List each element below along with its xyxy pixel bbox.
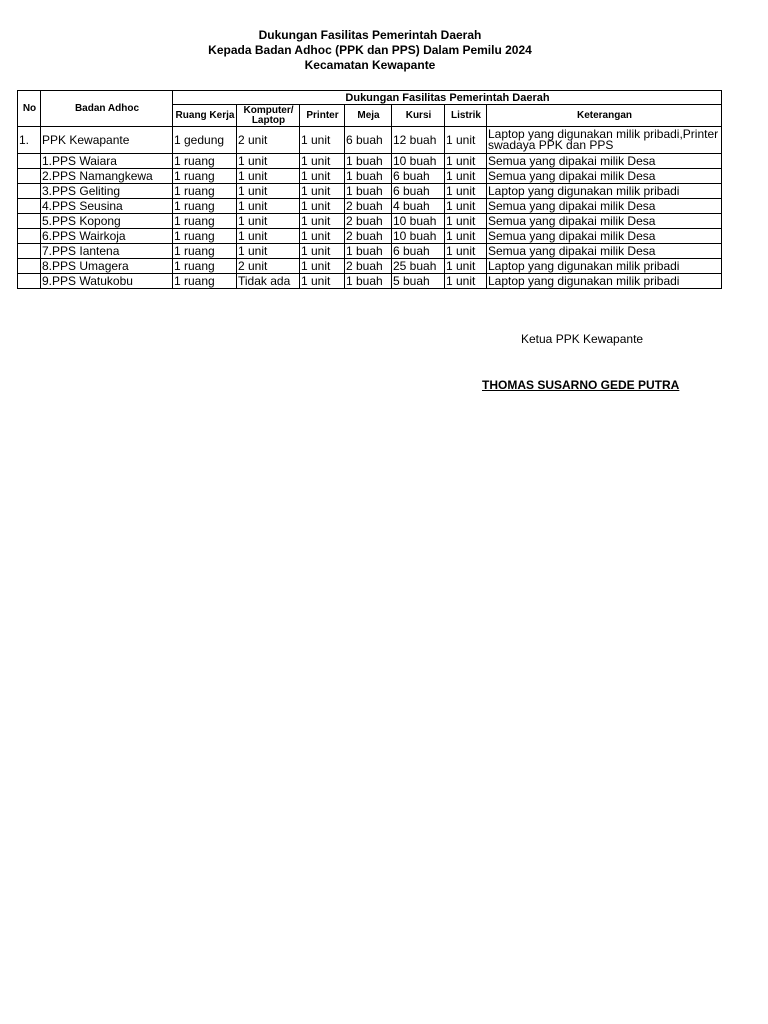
cell-meja: 2 buah bbox=[345, 229, 392, 244]
cell-kursi: 6 buah bbox=[392, 184, 445, 199]
cell-no bbox=[18, 199, 41, 214]
cell-meja: 2 buah bbox=[345, 199, 392, 214]
header-komputer-line2: Laptop bbox=[251, 114, 286, 126]
cell-keterangan: Laptop yang digunakan milik pribadi bbox=[487, 184, 722, 199]
cell-listrik: 1 unit bbox=[445, 184, 487, 199]
header-printer: Printer bbox=[300, 105, 345, 127]
header-keterangan: Keterangan bbox=[487, 105, 722, 127]
header-ruang-kerja: Ruang Kerja bbox=[173, 105, 237, 127]
cell-badan: 5.PPS Kopong bbox=[41, 214, 173, 229]
cell-meja: 1 buah bbox=[345, 154, 392, 169]
cell-ruang: 1 ruang bbox=[173, 244, 237, 259]
cell-kursi: 6 buah bbox=[392, 244, 445, 259]
cell-keterangan: Laptop yang digunakan milik pribadi bbox=[487, 274, 722, 289]
cell-badan: 2.PPS Namangkewa bbox=[41, 169, 173, 184]
cell-ruang: 1 ruang bbox=[173, 169, 237, 184]
table-row bbox=[18, 244, 722, 259]
cell-kursi: 12 buah bbox=[392, 127, 445, 154]
cell-keterangan: Laptop yang digunakan milik pribadi bbox=[487, 259, 722, 274]
cell-meja: 1 buah bbox=[345, 244, 392, 259]
cell-listrik: 1 unit bbox=[445, 259, 487, 274]
cell-badan: 8.PPS Umagera bbox=[41, 259, 173, 274]
cell-printer: 1 unit bbox=[300, 199, 345, 214]
cell-komputer: 1 unit bbox=[237, 214, 300, 229]
cell-badan: 6.PPS Wairkoja bbox=[41, 229, 173, 244]
cell-komputer: 1 unit bbox=[237, 169, 300, 184]
cell-badan: 9.PPS Watukobu bbox=[41, 274, 173, 289]
cell-kursi: 25 buah bbox=[392, 259, 445, 274]
facilities-table bbox=[17, 90, 722, 289]
cell-printer: 1 unit bbox=[300, 274, 345, 289]
header-komputer bbox=[237, 105, 300, 127]
header-komputer-line1: Komputer/ bbox=[243, 104, 294, 116]
cell-keterangan: Laptop yang digunakan milik pribadi,Printer swadaya PPK dan PPS bbox=[487, 127, 722, 154]
title-line-2: Kepada Badan Adhoc (PPK dan PPS) Dalam Pemilu 2024 bbox=[208, 43, 532, 57]
cell-listrik: 1 unit bbox=[445, 244, 487, 259]
header-kursi: Kursi bbox=[392, 105, 445, 127]
cell-badan: PPK Kewapante bbox=[41, 127, 173, 154]
cell-badan: 3.PPS Geliting bbox=[41, 184, 173, 199]
table-row bbox=[18, 229, 722, 244]
cell-ruang: 1 ruang bbox=[173, 184, 237, 199]
cell-listrik: 1 unit bbox=[445, 127, 487, 154]
cell-listrik: 1 unit bbox=[445, 214, 487, 229]
cell-no bbox=[18, 259, 41, 274]
cell-keterangan: Semua yang dipakai milik Desa bbox=[487, 229, 722, 244]
cell-no: 1. bbox=[18, 127, 41, 154]
cell-listrik: 1 unit bbox=[445, 199, 487, 214]
table-row bbox=[18, 199, 722, 214]
header-meja: Meja bbox=[345, 105, 392, 127]
header-badan-adhoc: Badan Adhoc bbox=[41, 91, 173, 127]
cell-ruang: 1 ruang bbox=[173, 274, 237, 289]
cell-listrik: 1 unit bbox=[445, 229, 487, 244]
cell-komputer: 1 unit bbox=[237, 184, 300, 199]
cell-komputer: 1 unit bbox=[237, 244, 300, 259]
cell-komputer: 1 unit bbox=[237, 229, 300, 244]
cell-kursi: 4 buah bbox=[392, 199, 445, 214]
title-line-1: Dukungan Fasilitas Pemerintah Daerah bbox=[258, 28, 482, 42]
cell-printer: 1 unit bbox=[300, 184, 345, 199]
cell-no bbox=[18, 214, 41, 229]
cell-printer: 1 unit bbox=[300, 259, 345, 274]
signature-name: THOMAS SUSARNO GEDE PUTRA bbox=[482, 378, 680, 392]
cell-printer: 1 unit bbox=[300, 169, 345, 184]
cell-printer: 1 unit bbox=[300, 229, 345, 244]
cell-komputer: 2 unit bbox=[237, 127, 300, 154]
cell-no bbox=[18, 154, 41, 169]
cell-meja: 1 buah bbox=[345, 169, 392, 184]
signature-role: Ketua PPK Kewapante bbox=[521, 332, 644, 346]
cell-komputer: 1 unit bbox=[237, 154, 300, 169]
header-no: No bbox=[18, 91, 41, 127]
cell-ruang: 1 ruang bbox=[173, 154, 237, 169]
cell-keterangan: Semua yang dipakai milik Desa bbox=[487, 199, 722, 214]
cell-printer: 1 unit bbox=[300, 127, 345, 154]
cell-komputer: 1 unit bbox=[237, 199, 300, 214]
cell-ruang: 1 ruang bbox=[173, 259, 237, 274]
cell-meja: 2 buah bbox=[345, 259, 392, 274]
cell-listrik: 1 unit bbox=[445, 154, 487, 169]
table-row bbox=[18, 184, 722, 199]
cell-kursi: 10 buah bbox=[392, 229, 445, 244]
header-listrik: Listrik bbox=[445, 105, 487, 127]
cell-badan: 1.PPS Waiara bbox=[41, 154, 173, 169]
cell-meja: 1 buah bbox=[345, 274, 392, 289]
table-row bbox=[18, 259, 722, 274]
cell-kursi: 10 buah bbox=[392, 214, 445, 229]
cell-badan: 4.PPS Seusina bbox=[41, 199, 173, 214]
cell-meja: 1 buah bbox=[345, 184, 392, 199]
cell-listrik: 1 unit bbox=[445, 274, 487, 289]
header-group: Dukungan Fasilitas Pemerintah Daerah bbox=[173, 91, 722, 105]
cell-printer: 1 unit bbox=[300, 244, 345, 259]
title-line-3: Kecamatan Kewapante bbox=[304, 58, 436, 72]
cell-listrik: 1 unit bbox=[445, 169, 487, 184]
table-body bbox=[18, 127, 722, 289]
cell-ruang: 1 ruang bbox=[173, 229, 237, 244]
cell-komputer: 2 unit bbox=[237, 259, 300, 274]
cell-no bbox=[18, 274, 41, 289]
cell-komputer: Tidak ada bbox=[237, 274, 300, 289]
cell-printer: 1 unit bbox=[300, 214, 345, 229]
cell-no bbox=[18, 169, 41, 184]
table-row bbox=[18, 274, 722, 289]
cell-meja: 6 buah bbox=[345, 127, 392, 154]
table-row bbox=[18, 214, 722, 229]
cell-meja: 2 buah bbox=[345, 214, 392, 229]
cell-ruang: 1 gedung bbox=[173, 127, 237, 154]
cell-keterangan: Semua yang dipakai milik Desa bbox=[487, 154, 722, 169]
table-row bbox=[18, 154, 722, 169]
cell-kursi: 10 buah bbox=[392, 154, 445, 169]
cell-ruang: 1 ruang bbox=[173, 199, 237, 214]
cell-no bbox=[18, 229, 41, 244]
document-title bbox=[0, 28, 740, 73]
cell-kursi: 5 buah bbox=[392, 274, 445, 289]
cell-badan: 7.PPS Iantena bbox=[41, 244, 173, 259]
table-row bbox=[18, 127, 722, 154]
cell-kursi: 6 buah bbox=[392, 169, 445, 184]
cell-keterangan: Semua yang dipakai milik Desa bbox=[487, 244, 722, 259]
table-row bbox=[18, 169, 722, 184]
cell-ruang: 1 ruang bbox=[173, 214, 237, 229]
cell-no bbox=[18, 244, 41, 259]
cell-printer: 1 unit bbox=[300, 154, 345, 169]
cell-no bbox=[18, 184, 41, 199]
cell-keterangan: Semua yang dipakai milik Desa bbox=[487, 169, 722, 184]
cell-keterangan: Semua yang dipakai milik Desa bbox=[487, 214, 722, 229]
